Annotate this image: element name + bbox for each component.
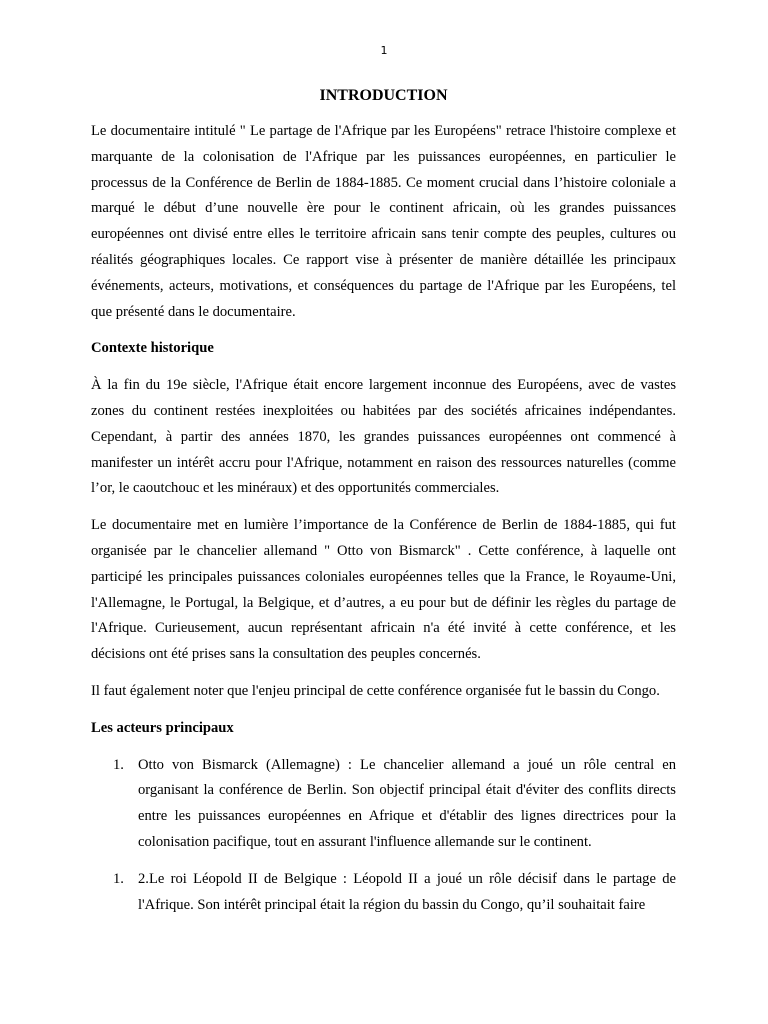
list-item-text: Otto von Bismarck (Allemagne) : Le chancelier allemand a joué un rôle central en organisant la conférence de Berlin. Son objectif principal était d'éviter des conflits directs entre les puissances européennes en Afrique et d'établir des lignes directrices pour la colonisation pacifique, tout en assurant l'influence allemande sur le continent. (138, 756, 676, 850)
actors-heading: Les acteurs principaux (91, 719, 234, 736)
list-item (91, 867, 676, 919)
list-item-number: 1. (113, 870, 124, 887)
context-heading: Contexte historique (91, 340, 214, 357)
list-item-text: 2.Le roi Léopold II de Belgique : Léopold II a joué un rôle décisif dans le partage de l'Afrique. Son intérêt principal était la région du bassin du Congo, qu’il souhaitait faire (138, 870, 676, 913)
context-paragraph: Le documentaire met en lumière l’importance de la Conférence de Berlin de 1884-1885, qui fut organisée par le chancelier allemand " Otto von Bismarck" . Cette conférence, à laquelle ont participé les principales puissances coloniales européennes telles que la France, le Royaume-Uni, l'Allemagne, le Portugal, la Belgique, et d’autres, a eu pour but de définir les règles du partage de l'Afrique. Curieusement, aucun représentant africain n'a été invité à cette conférence, et les décisions ont été prises sans la consultation des peuples concernés. (91, 517, 676, 663)
context-paragraph: Il faut également noter que l'enjeu principal de cette conférence organisée fut le bassin du Congo. (91, 682, 660, 699)
context-paragraph: À la fin du 19e siècle, l'Afrique était encore largement inconnue des Européens, avec de vastes zones du continent restées inexploitées ou habitées par des sociétés africaines indépendantes. Cependant, à partir des années 1870, les grandes puissances européennes ont commencé à manifester un intérêt accru pour l'Afrique, notamment en raison des ressources naturelles (comme l’or, le caoutchouc et les minéraux) et des opportunités commerciales. (91, 377, 676, 497)
list-item-number: 1. (113, 756, 124, 773)
intro-paragraph: Le documentaire intitulé " Le partage de l'Afrique par les Européens" retrace l'histoire complexe et marquante de la colonisation de l'Afrique par les puissances européennes, en particulier le processus de la Conférence de Berlin de 1884-1885. Ce moment crucial dans l’histoire coloniale a marqué le début d’une nouvelle ère pour le continent africain, où les grandes puissances européennes ont divisé entre elles le territoire africain sans tenir compte des peuples, cultures ou réalités géographiques locales. Ce rapport vise à présenter de manière détaillée les principaux événements, acteurs, motivations, et conséquences du partage de l'Afrique par les Européens, tel que présenté dans le documentaire. (91, 123, 676, 320)
list-item (91, 753, 676, 856)
document-title: INTRODUCTION (319, 87, 448, 104)
page-number: 1 (380, 44, 388, 57)
actors-list (91, 753, 676, 919)
